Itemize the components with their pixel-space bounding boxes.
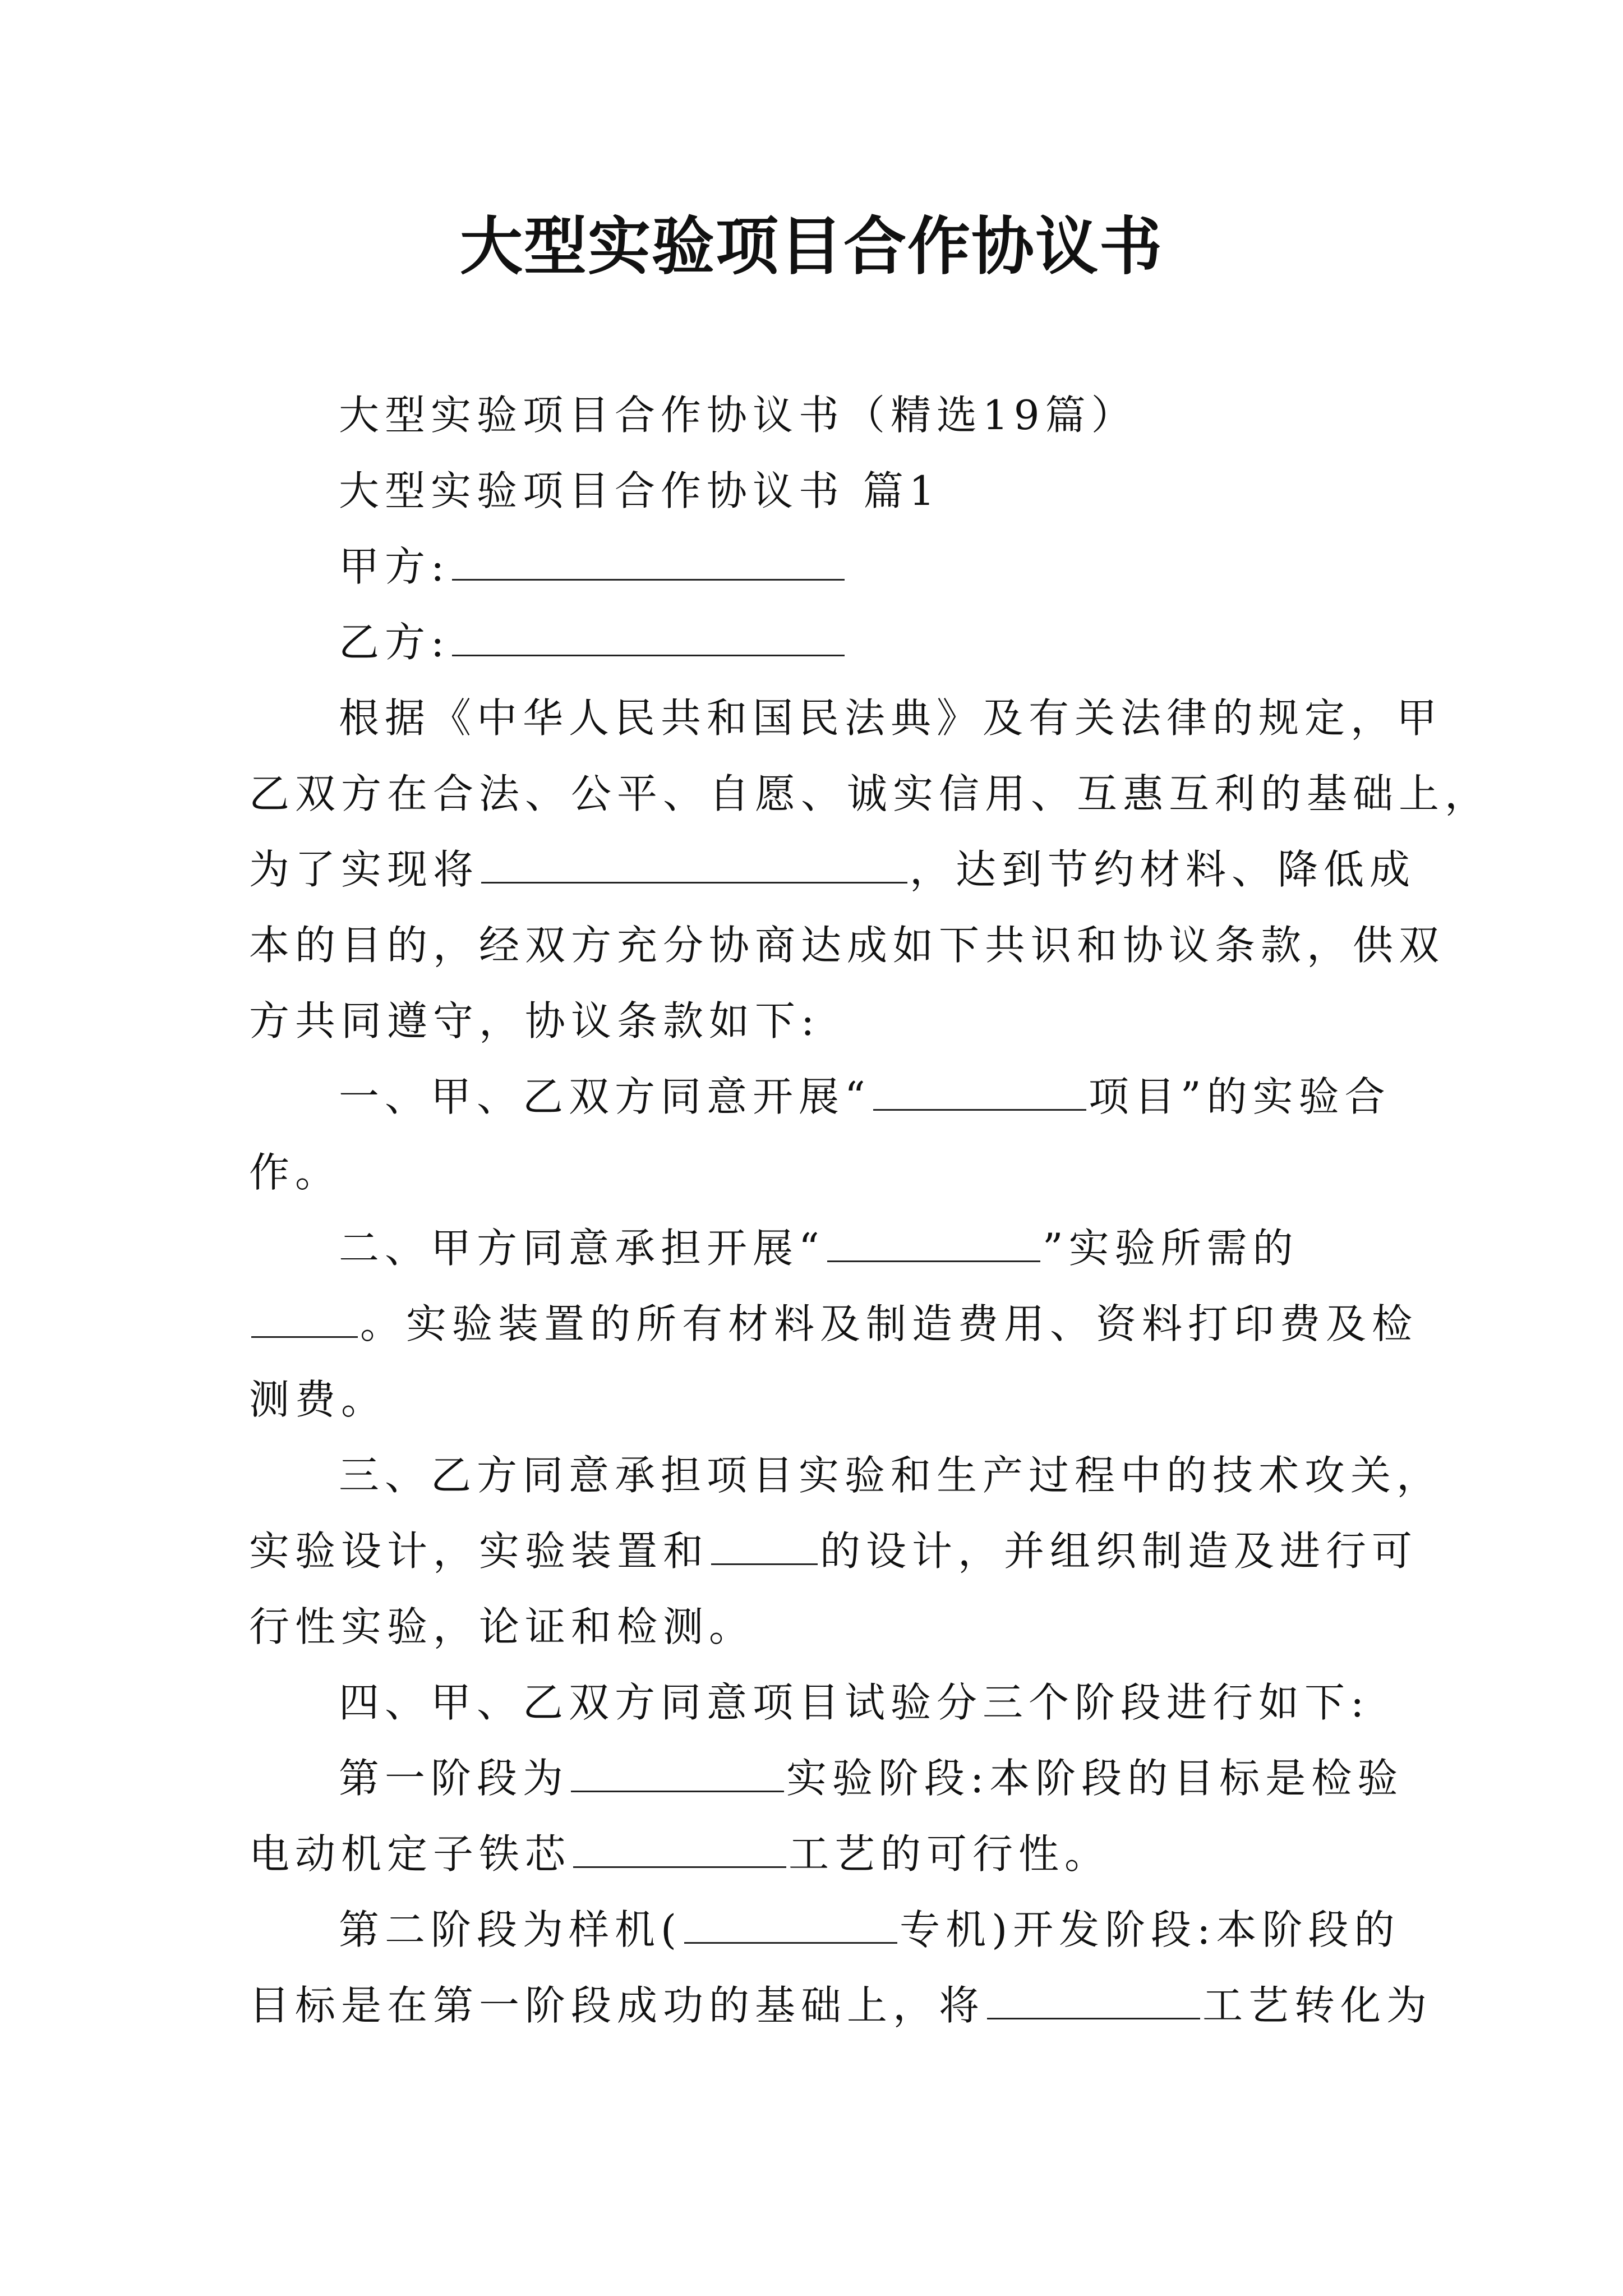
clause-1-prefix: 一、甲、乙双方同意开展“ — [339, 1073, 871, 1120]
clause-3-line-1: 三、乙方同意承担项目实验和生产过程中的技术攻关， — [339, 1452, 1443, 1499]
stage-1-prefix: 第一阶段为 — [339, 1755, 569, 1802]
stage-1-line-2 — [249, 1826, 1382, 1882]
clause-3-suffix: 的设计，并组织制造及进行可 — [820, 1527, 1418, 1575]
clause-1-blank — [873, 1074, 1086, 1111]
clause-2-line-1 — [249, 1220, 1472, 1276]
subtitle: 大型实验项目合作协议书（精选19篇） — [339, 392, 1137, 439]
stage-1-blank — [571, 1756, 784, 1792]
stage-1-line-2-prefix: 电动机定子铁芯 — [249, 1830, 571, 1878]
intro-line-3-prefix: 为了实现将 — [249, 846, 479, 893]
clause-2-line-2-text: 。实验装置的所有材料及制造费用、资料打印费及检 — [360, 1300, 1418, 1347]
project-blank — [481, 847, 907, 884]
clause-2-short-blank — [251, 1301, 358, 1338]
stage-1-suffix: 实验阶段:本阶段的目标是检验 — [786, 1755, 1404, 1802]
intro-line-1: 根据《中华人民共和国民法典》及有关法律的规定，甲 — [339, 694, 1443, 742]
clause-1-line-2: 作。 — [249, 1149, 342, 1196]
party-b-line — [249, 614, 1472, 670]
party-a-line — [249, 539, 1472, 595]
intro-line-3-suffix: ，达到节约材料、降低成 — [910, 846, 1416, 893]
clause-4-line-1: 四、甲、乙双方同意项目试验分三个阶段进行如下: — [339, 1679, 1370, 1726]
clause-3-prefix: 实验设计，实验装置和 — [249, 1527, 709, 1575]
clause-3-line-2 — [249, 1523, 1418, 1579]
stage-1-process-blank — [573, 1832, 786, 1868]
intro-line-4: 本的目的，经双方充分协商达成如下共识和协议条款，供双 — [249, 922, 1445, 969]
clause-1-suffix: 项目”的实验合 — [1088, 1073, 1391, 1120]
clause-2-prefix: 二、甲方同意承担开展“ — [339, 1225, 825, 1272]
section-heading: 大型实验项目合作协议书 篇1 — [339, 467, 940, 514]
stage-1-line-1 — [249, 1750, 1472, 1806]
document-title: 大型实验项目合作协议书 — [460, 210, 1163, 283]
clause-1-line-1 — [249, 1069, 1472, 1125]
intro-line-3 — [249, 841, 1416, 898]
party-a-blank — [452, 544, 845, 581]
party-b-label: 乙方: — [339, 619, 450, 666]
clause-3-blank — [711, 1529, 818, 1565]
stage-2-suffix: 专机)开发阶段:本阶段的 — [900, 1906, 1400, 1953]
intro-line-2: 乙双方在合法、公平、自愿、诚实信用、互惠互利的基础上， — [249, 770, 1491, 817]
clause-3-line-3: 行性实验，论证和检测。 — [249, 1603, 755, 1650]
clause-2-suffix: ”实验所需的 — [1042, 1225, 1299, 1272]
clause-2-line-2 — [249, 1296, 1418, 1352]
party-a-label: 甲方: — [339, 543, 450, 590]
stage-2-line-2 — [249, 1977, 1433, 2033]
clause-2-line-3: 测费。 — [249, 1376, 388, 1423]
party-b-blank — [452, 620, 845, 656]
stage-2-line-2-suffix: 工艺转化为 — [1202, 1982, 1433, 2029]
stage-2-blank — [684, 1907, 897, 1944]
stage-2-line-1 — [249, 1902, 1472, 1958]
intro-line-5: 方共同遵守，协议条款如下: — [249, 997, 820, 1045]
clause-2-blank — [827, 1226, 1040, 1262]
stage-2-prefix: 第二阶段为样机( — [339, 1906, 683, 1953]
stage-1-line-2-suffix: 工艺的可行性。 — [789, 1830, 1111, 1878]
stage-2-line-2-prefix: 目标是在第一阶段成功的基础上，将 — [249, 1982, 985, 2029]
stage-2-process-blank — [987, 1983, 1200, 2019]
